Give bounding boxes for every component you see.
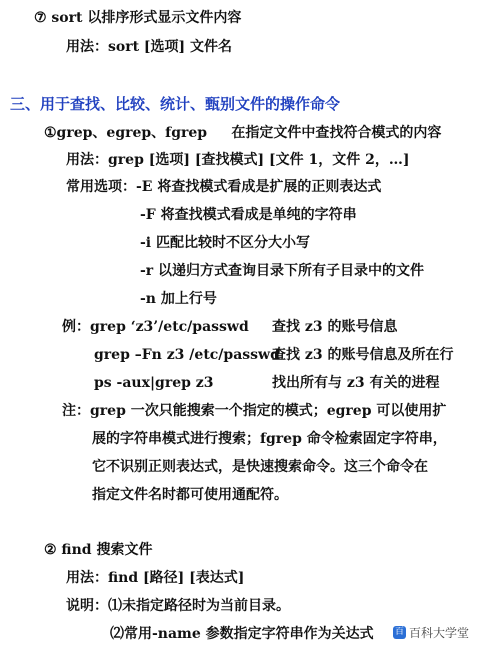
example-2-description: 查找 z3 的账号信息及所在行 — [272, 347, 454, 363]
find-note-2: ⑵常用-name 参数指定字符串作为关达式 — [110, 626, 374, 642]
example-1-command: 例：grep ‘z3’/etc/passwd — [62, 319, 249, 335]
find-usage: 用法：find [路径] [表达式] — [66, 570, 245, 586]
sort-title: ⑦ sort 以排序形式显示文件内容 — [34, 10, 242, 26]
note-line-3: 它不识别正则表达式，是快速搜索命令。这三个命令在 — [92, 459, 428, 475]
example-2-command: grep –Fn z3 /etc/passwd — [94, 347, 280, 363]
note-line-4: 指定文件名时都可使用通配符。 — [92, 487, 288, 503]
grep-option-n: -n 加上行号 — [140, 291, 217, 307]
watermark — [391, 624, 471, 641]
grep-option-F: -F 将查找模式看成是单纯的字符串 — [140, 207, 357, 223]
brand-logo-icon: 百 — [394, 627, 404, 637]
sort-usage: 用法：sort [选项] 文件名 — [66, 39, 233, 55]
example-3-command: ps -aux|grep z3 — [94, 375, 214, 391]
grep-usage: 用法：grep [选项] [查找模式] [文件 1，文件 2，…] — [66, 152, 410, 168]
grep-options-label: 常用选项：-E 将查找模式看成是扩展的正则表达式 — [66, 179, 382, 195]
note-line-1: 注：grep 一次只能搜索一个指定的模式；egrep 可以使用扩 — [62, 403, 447, 419]
grep-option-i: -i 匹配比较时不区分大小写 — [140, 235, 311, 251]
find-title: ② find 搜索文件 — [44, 542, 153, 558]
find-note-1: 说明：⑴未指定路径时为当前目录。 — [66, 598, 290, 614]
section-heading: 三、用于查找、比较、统计、甄别文件的操作命令 — [10, 95, 341, 113]
watermark-text: 百科大学堂 — [408, 626, 469, 640]
example-3-description: 找出所有与 z3 有关的进程 — [272, 375, 440, 391]
note-line-2: 展的字符串模式进行搜索；fgrep 命令检索固定字符串， — [92, 431, 447, 447]
grep-title: ①grep、egrep、fgrep 在指定文件中查找符合模式的内容 — [44, 125, 442, 141]
grep-option-r: -r 以递归方式查询目录下所有子目录中的文件 — [140, 263, 425, 279]
example-1-description: 查找 z3 的账号信息 — [272, 319, 398, 335]
